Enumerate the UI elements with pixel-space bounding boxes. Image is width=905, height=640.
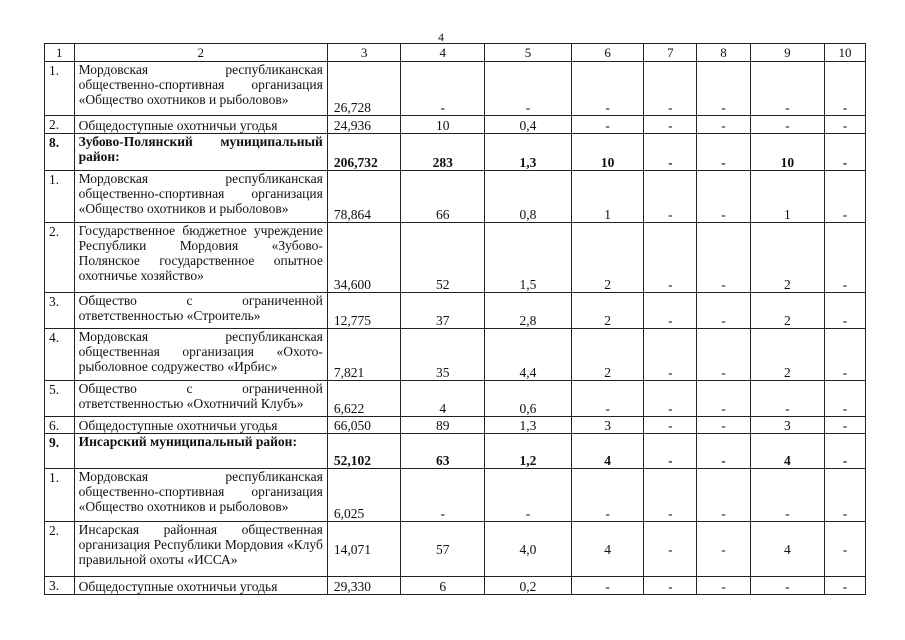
row-number: 2.: [45, 116, 75, 134]
area-value: 14,071: [327, 522, 401, 577]
cell-value: 66: [401, 171, 485, 223]
header-cell: 6: [571, 44, 644, 62]
header-cell: 2: [74, 44, 327, 62]
cell-value: -: [485, 62, 572, 116]
cell-value: -: [485, 469, 572, 522]
district-name: Инсарский муниципальный район:: [74, 434, 327, 469]
area-value: 24,936: [327, 116, 401, 134]
cell-value: 6: [401, 577, 485, 595]
cell-value: 4: [571, 522, 644, 577]
cell-value: -: [571, 116, 644, 134]
cell-value: -: [825, 381, 866, 417]
cell-value: -: [697, 293, 750, 329]
area-value: 66,050: [327, 417, 401, 434]
cell-value: 2: [571, 329, 644, 381]
cell-value: -: [644, 329, 697, 381]
row-number: 3.: [45, 577, 75, 595]
row-number: 4.: [45, 329, 75, 381]
cell-value: -: [697, 329, 750, 381]
cell-value: 2: [750, 329, 825, 381]
cell-value: -: [750, 469, 825, 522]
table-row: [45, 329, 866, 381]
cell-value: 4,4: [485, 329, 572, 381]
cell-value: 1,5: [485, 223, 572, 293]
cell-value: -: [697, 134, 750, 171]
cell-value: 0,6: [485, 381, 572, 417]
table-row: [45, 381, 866, 417]
area-value: 34,600: [327, 223, 401, 293]
row-number: 1.: [45, 469, 75, 522]
cell-value: 2: [571, 293, 644, 329]
row-number: 5.: [45, 381, 75, 417]
cell-value: -: [825, 134, 866, 171]
cell-value: -: [644, 434, 697, 469]
cell-value: 2,8: [485, 293, 572, 329]
cell-value: 1: [750, 171, 825, 223]
area-value: 78,864: [327, 171, 401, 223]
row-number: 2.: [45, 223, 75, 293]
organization-name: Мордовская республиканская общественная организация «Охото-рыболовное содружество «Ирбис»: [74, 329, 327, 381]
cell-value: 4: [571, 434, 644, 469]
cell-value: -: [697, 171, 750, 223]
organization-name: Мордовская республиканская общественно-спортивная организация «Общество охотников и рыболовов»: [74, 62, 327, 116]
cell-value: -: [571, 469, 644, 522]
cell-value: -: [825, 577, 866, 595]
cell-value: -: [644, 522, 697, 577]
cell-value: 35: [401, 329, 485, 381]
row-number: 2.: [45, 522, 75, 577]
header-cell: 8: [697, 44, 750, 62]
cell-value: -: [825, 223, 866, 293]
cell-value: 4: [401, 381, 485, 417]
cell-value: -: [825, 329, 866, 381]
organization-name: Общество с ограниченной ответственностью «Охотничий Клубъ»: [74, 381, 327, 417]
header-cell: 10: [825, 44, 866, 62]
cell-value: 52: [401, 223, 485, 293]
cell-value: -: [750, 62, 825, 116]
cell-value: 1,3: [485, 417, 572, 434]
cell-value: 57: [401, 522, 485, 577]
organization-name: Общедоступные охотничьи угодья: [74, 116, 327, 134]
cell-value: -: [644, 381, 697, 417]
cell-value: -: [644, 577, 697, 595]
organization-name: Мордовская республиканская общественно-спортивная организация «Общество охотников и рыболовов»: [74, 469, 327, 522]
cell-value: -: [644, 223, 697, 293]
organization-name: Общедоступные охотничьи угодья: [74, 577, 327, 595]
cell-value: 3: [750, 417, 825, 434]
header-cell: 3: [327, 44, 401, 62]
table-row: [45, 116, 866, 134]
cell-value: -: [750, 577, 825, 595]
district-name: Зубово-Полянский муниципальный район:: [74, 134, 327, 171]
row-number: 1.: [45, 62, 75, 116]
cell-value: -: [825, 171, 866, 223]
hunting-grounds-table: [44, 43, 866, 595]
row-number: 8.: [45, 134, 75, 171]
header-cell: 4: [401, 44, 485, 62]
cell-value: -: [697, 116, 750, 134]
cell-value: 2: [571, 223, 644, 293]
area-value: 6,622: [327, 381, 401, 417]
organization-name: Мордовская республиканская общественно-спортивная организация «Общество охотников и рыболовов»: [74, 171, 327, 223]
cell-value: 2: [750, 223, 825, 293]
district-row: [45, 134, 866, 171]
area-value: 7,821: [327, 329, 401, 381]
cell-value: -: [825, 417, 866, 434]
cell-value: -: [825, 116, 866, 134]
cell-value: 3: [571, 417, 644, 434]
cell-value: -: [644, 134, 697, 171]
table-row: [45, 522, 866, 577]
organization-name: Общедоступные охотничьи угодья: [74, 417, 327, 434]
cell-value: -: [825, 522, 866, 577]
cell-value: -: [571, 62, 644, 116]
cell-value: -: [825, 469, 866, 522]
cell-value: -: [644, 62, 697, 116]
cell-value: -: [825, 293, 866, 329]
header-row: [45, 44, 866, 62]
table-row: [45, 293, 866, 329]
cell-value: -: [644, 469, 697, 522]
cell-value: 10: [401, 116, 485, 134]
page-number: 4: [438, 30, 444, 44]
cell-value: -: [750, 381, 825, 417]
cell-value: -: [825, 434, 866, 469]
table-row: [45, 171, 866, 223]
cell-value: -: [644, 293, 697, 329]
area-value: 206,732: [327, 134, 401, 171]
cell-value: -: [697, 381, 750, 417]
table-row: [45, 62, 866, 116]
header-cell: 1: [45, 44, 75, 62]
cell-value: 10: [750, 134, 825, 171]
cell-value: 4: [750, 434, 825, 469]
cell-value: -: [644, 417, 697, 434]
header-cell: 9: [750, 44, 825, 62]
cell-value: -: [697, 417, 750, 434]
organization-name: Государственное бюджетное учреждение Республики Мордовия «Зубово-Полянское государственное опытное охотничье хозяйство»: [74, 223, 327, 293]
cell-value: -: [401, 469, 485, 522]
cell-value: -: [571, 381, 644, 417]
table-row: [45, 417, 866, 434]
row-number: 9.: [45, 434, 75, 469]
area-value: 6,025: [327, 469, 401, 522]
table-row: [45, 223, 866, 293]
row-number: 1.: [45, 171, 75, 223]
cell-value: -: [697, 223, 750, 293]
cell-value: -: [825, 62, 866, 116]
cell-value: 0,2: [485, 577, 572, 595]
cell-value: 89: [401, 417, 485, 434]
cell-value: 0,8: [485, 171, 572, 223]
header-cell: 7: [644, 44, 697, 62]
cell-value: -: [697, 434, 750, 469]
cell-value: -: [401, 62, 485, 116]
cell-value: 1: [571, 171, 644, 223]
organization-name: Инсарская районная общественная организация Республики Мордовия «Клуб правильной охоты «ИССА»: [74, 522, 327, 577]
district-row: [45, 434, 866, 469]
area-value: 26,728: [327, 62, 401, 116]
cell-value: -: [697, 62, 750, 116]
cell-value: -: [697, 469, 750, 522]
cell-value: 63: [401, 434, 485, 469]
cell-value: -: [644, 171, 697, 223]
cell-value: -: [750, 116, 825, 134]
organization-name: Общество с ограниченной ответственностью «Строитель»: [74, 293, 327, 329]
table-row: [45, 469, 866, 522]
cell-value: 37: [401, 293, 485, 329]
cell-value: 1,3: [485, 134, 572, 171]
cell-value: -: [571, 577, 644, 595]
table-row: [45, 577, 866, 595]
cell-value: 4,0: [485, 522, 572, 577]
area-value: 52,102: [327, 434, 401, 469]
cell-value: 0,4: [485, 116, 572, 134]
cell-value: 4: [750, 522, 825, 577]
cell-value: -: [697, 522, 750, 577]
row-number: 3.: [45, 293, 75, 329]
cell-value: 283: [401, 134, 485, 171]
area-value: 12,775: [327, 293, 401, 329]
area-value: 29,330: [327, 577, 401, 595]
row-number: 6.: [45, 417, 75, 434]
cell-value: 2: [750, 293, 825, 329]
cell-value: -: [644, 116, 697, 134]
cell-value: 10: [571, 134, 644, 171]
header-cell: 5: [485, 44, 572, 62]
cell-value: 1,2: [485, 434, 572, 469]
cell-value: -: [697, 577, 750, 595]
